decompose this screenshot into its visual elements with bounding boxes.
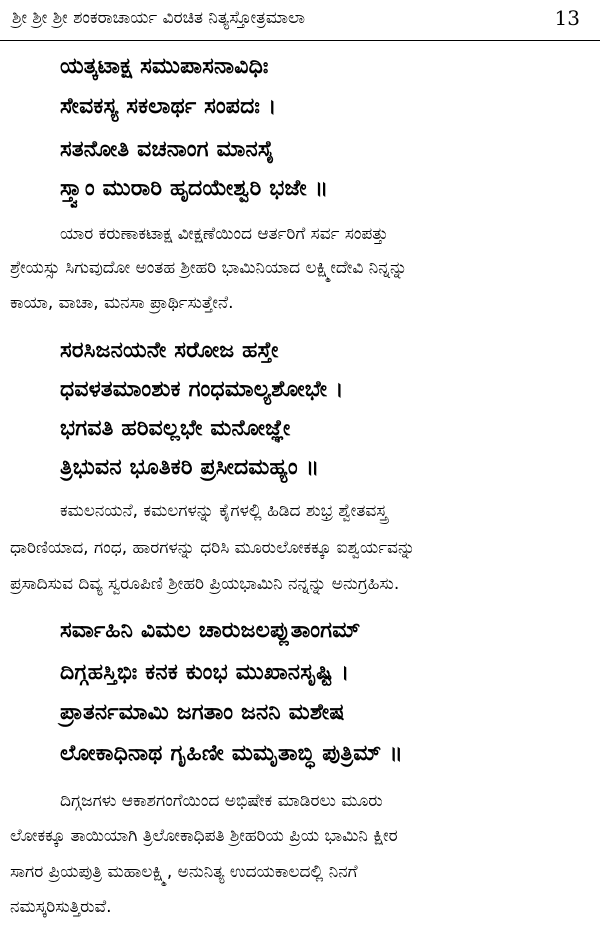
verse-line: ತ್ರಿಭುವನ ಭೂತಿಕರಿ ಪ್ರಸೀದಮಹ್ಯಂ ॥ [60,455,320,480]
meaning-line: ಯಾರ ಕರುಣಾಕಟಾಕ್ಷ ವೀಕ್ಷಣೆಯಿಂದ ಆರ್ತರಿಗೆ ಸರ್ವ ಸಂಪತ್ತು [60,224,389,244]
verse-line: ಸೇವಕಸ್ಯ ಸಕಲಾರ್ಥ ಸಂಪದಃ । [60,94,277,119]
verse-line: ಯತ್ಕಟಾಕ್ಷ ಸಮುಪಾಸನಾವಿಧಿಃ [60,54,269,79]
meaning-line: ಲೋಕಕ್ಕೂ ತಾಯಿಯಾಗಿ ತ್ರಿಲೋಕಾಧಿಪತಿ ಶ್ರೀಹರಿಯ ಪ್ರಿಯ ಭಾಮಿನಿ ಕ್ಷೀರ [10,826,398,846]
meaning-line: ಸಾಗರ ಪ್ರಿಯಪುತ್ರಿ ಮಹಾಲಕ್ಷ್ಮಿ, ಅನುನಿತ್ಯ ಉದಯಕಾಲದಲ್ಲಿ ನಿನಗೆ [10,862,358,882]
verse-line: ಸತನೋತಿ ವಚನಾಂಗ ಮಾನಸೈ [60,137,275,162]
running-title: ಶ್ರೀ ಶ್ರೀ ಶ್ರೀ ಶಂಕರಾಚಾರ್ಯ ವಿರಚಿತ ನಿತ್ಯಸ್ತೋತ್ರಮಾಲಾ [12,8,306,28]
page-header [0,0,600,41]
verse-line: ಧವಳತಮಾಂಶುಕ ಗಂಧಮಾಲ್ಯಶೋಭೇ । [60,377,344,402]
verse-line: ಸರಸಿಜನಯನೇ ಸರೋಜ ಹಸ್ತೇ [60,338,279,363]
meaning-line: ಕಮಲನಯನೆ, ಕಮಲಗಳನ್ನು ಕೈಗಳಲ್ಲಿ ಹಿಡಿದ ಶುಭ್ರ ಶ್ವೇತವಸ್ತ್ರ [60,501,388,521]
verse-line: ಭಗವತಿ ಹರಿವಲ್ಲಭೇ ಮನೋಜ್ಞೇ [60,416,291,441]
verse-line: ಸ್ತ್ವಾಂ ಮುರಾರಿ ಹೃದಯೇಶ್ವರಿ ಭಜೇ ॥ [60,176,329,201]
verse-line: ಸರ್ವಾಹಿನಿ ವಿಮಲ ಚಾರುಜಲಪ್ಲುತಾಂಗಮ್ [60,618,361,643]
verse-line: ದಿಗ್ಗಹಸ್ತಿಭಿಃ ಕನಕ ಕುಂಭ ಮುಖಾನಸೃಷ್ಟಿ । [60,660,350,685]
verse-line: ಪ್ರಾತರ್ನಮಾಮಿ ಜಗತಾಂ ಜನನಿ ಮಶೇಷ [60,700,345,725]
meaning-line: ದಿಗ್ಗಜಗಳು ಆಕಾಶಗಂಗೆಯಿಂದ ಅಭಿಷೇಕ ಮಾಡಿರಲು ಮೂರು [60,791,383,811]
verse-line: ಲೋಕಾಧಿನಾಥ ಗೃಹಿಣೀ ಮಮೃತಾಬ್ಧಿ ಪುತ್ರಿಮ್ ॥ [60,741,403,766]
meaning-line: ಪ್ರಸಾದಿಸುವ ದಿವ್ಯ ಸ್ವರೂಪಿಣಿ ಶ್ರೀಹರಿ ಪ್ರಿಯಭಾಮಿನಿ ನನ್ನನ್ನು ಅನುಗ್ರಹಿಸು. [10,574,400,594]
page-number: 13 [554,6,580,30]
meaning-line: ನಮಸ್ಕರಿಸುತ್ತಿರುವೆ. [10,897,112,917]
meaning-line: ಕಾಯಾ, ವಾಚಾ, ಮನಸಾ ಪ್ರಾರ್ಥಿಸುತ್ತೇನೆ. [10,293,234,313]
meaning-line: ಧಾರಿಣಿಯಾದ, ಗಂಧ, ಹಾರಗಳನ್ನು ಧರಿಸಿ ಮೂರುಲೋಕಕ್ಕೂ ಐಶ್ವರ್ಯವನ್ನು [10,538,416,558]
meaning-line: ಶ್ರೇಯಸ್ಸು ಸಿಗುವುದೋ ಅಂತಹ ಶ್ರೀಹರಿ ಭಾಮಿನಿಯಾದ ಲಕ್ಷ್ಮೀದೇವಿ ನಿನ್ನನ್ನು [10,258,408,278]
